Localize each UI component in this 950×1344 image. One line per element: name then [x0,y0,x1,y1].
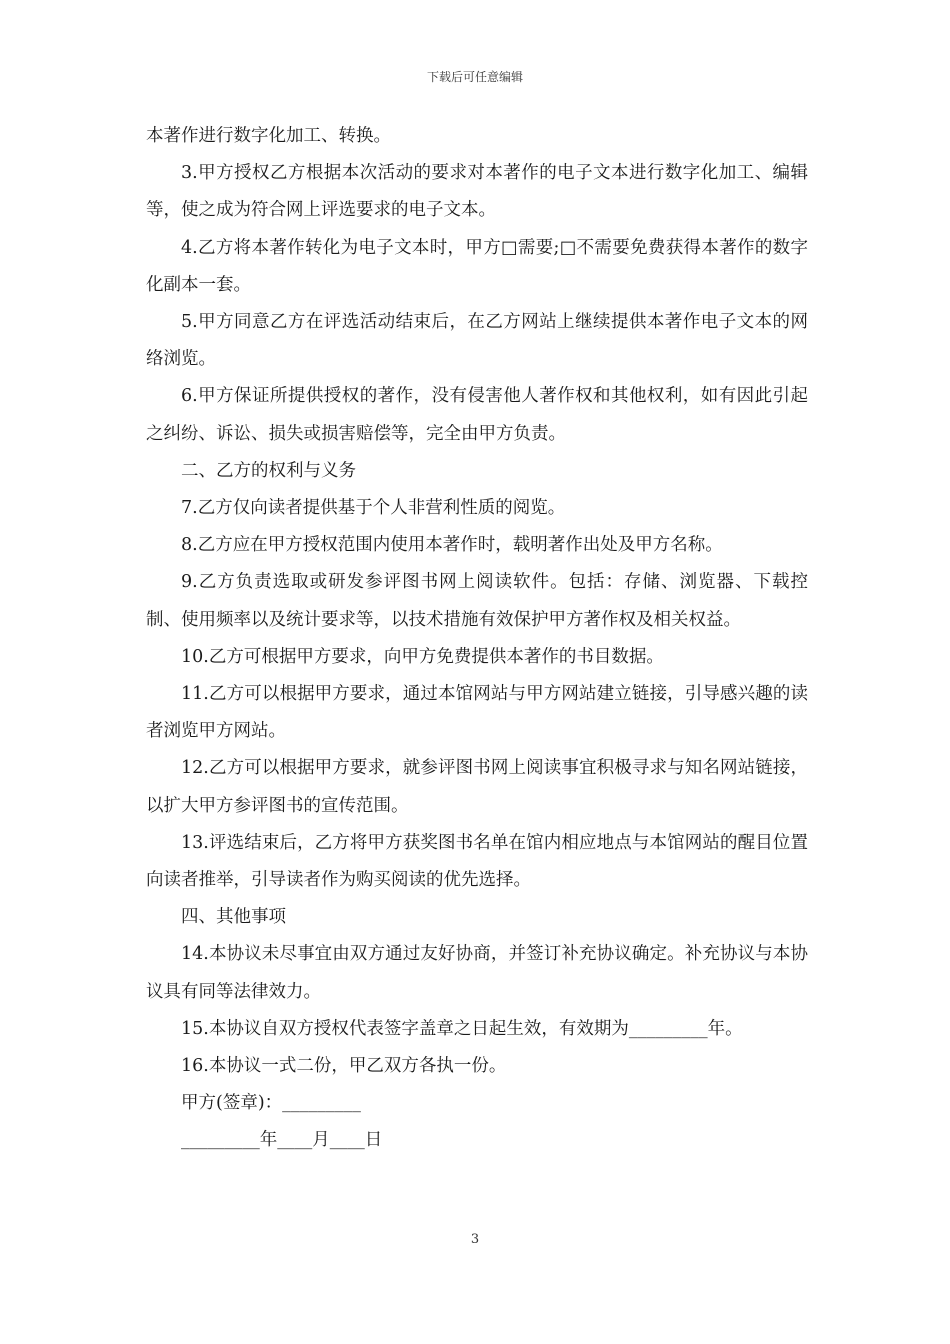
clause-3: 3.甲方授权乙方根据本次活动的要求对本著作的电子文本进行数字化加工、编辑等，使之成为符合网上评选要求的电子文本。 [146,163,808,221]
clause-16: 16.本协议一式二份，甲乙双方各执一份。 [181,1056,507,1077]
clause-5: 5.甲方同意乙方在评选活动结束后，在乙方网站上继续提供本著作电子文本的网络浏览。 [146,312,808,370]
clause-11: 11.乙方可以根据甲方要求，通过本馆网站与甲方网站建立链接，引导感兴趣的读者浏览甲方网站。 [146,684,808,742]
signature-line-party-a: 甲方(签章)：_________ [181,1093,361,1114]
clause-10: 10.乙方可根据甲方要求，向甲方免费提供本著作的书目数据。 [181,646,664,667]
page-header: 下载后可任意编辑 [426,70,523,84]
clause-4: 4.乙方将本著作转化为电子文本时，甲方□需要;□不需要免费获得本著作的数字化副本一套。 [146,237,808,295]
page-number: 3 [470,1232,480,1247]
clause-8: 8.乙方应在甲方授权范围内使用本著作时，载明著作出处及甲方名称。 [181,535,723,556]
clause-9: 9.乙方负责选取或研发参评图书网上阅读软件。包括：存储、浏览器、下载控制、使用频率以及统计要求等，以技术措施有效保护甲方著作权及相关权益。 [146,572,808,630]
section-heading-party-b: 二、乙方的权利与义务 [181,460,356,481]
clause-15: 15.本协议自双方授权代表签字盖章之日起生效，有效期为_________年。 [181,1018,743,1039]
clause-14: 14.本协议未尽事宜由双方通过友好协商，并签订补充协议确定。补充协议与本协议具有同等法律效力。 [146,944,808,1002]
document-body [146,118,808,1160]
signature-date-line: _________年____月____日 [181,1130,383,1151]
section-heading-other: 四、其他事项 [181,907,286,928]
clause-6: 6.甲方保证所提供授权的著作，没有侵害他人著作权和其他权利，如有因此引起之纠纷、诉讼、损失或损害赔偿等，完全由甲方负责。 [146,386,808,444]
clause-12: 12.乙方可以根据甲方要求，就参评图书网上阅读事宜积极寻求与知名网站链接，以扩大甲方参评图书的宣传范围。 [146,758,808,816]
clause-7: 7.乙方仅向读者提供基于个人非营利性质的阅览。 [181,498,566,519]
paragraph-continuation: 本著作进行数字化加工、转换。 [146,126,391,146]
clause-13: 13.评选结束后，乙方将甲方获奖图书名单在馆内相应地点与本馆网站的醒目位置向读者推举，引导读者作为购买阅读的优先选择。 [146,832,808,891]
